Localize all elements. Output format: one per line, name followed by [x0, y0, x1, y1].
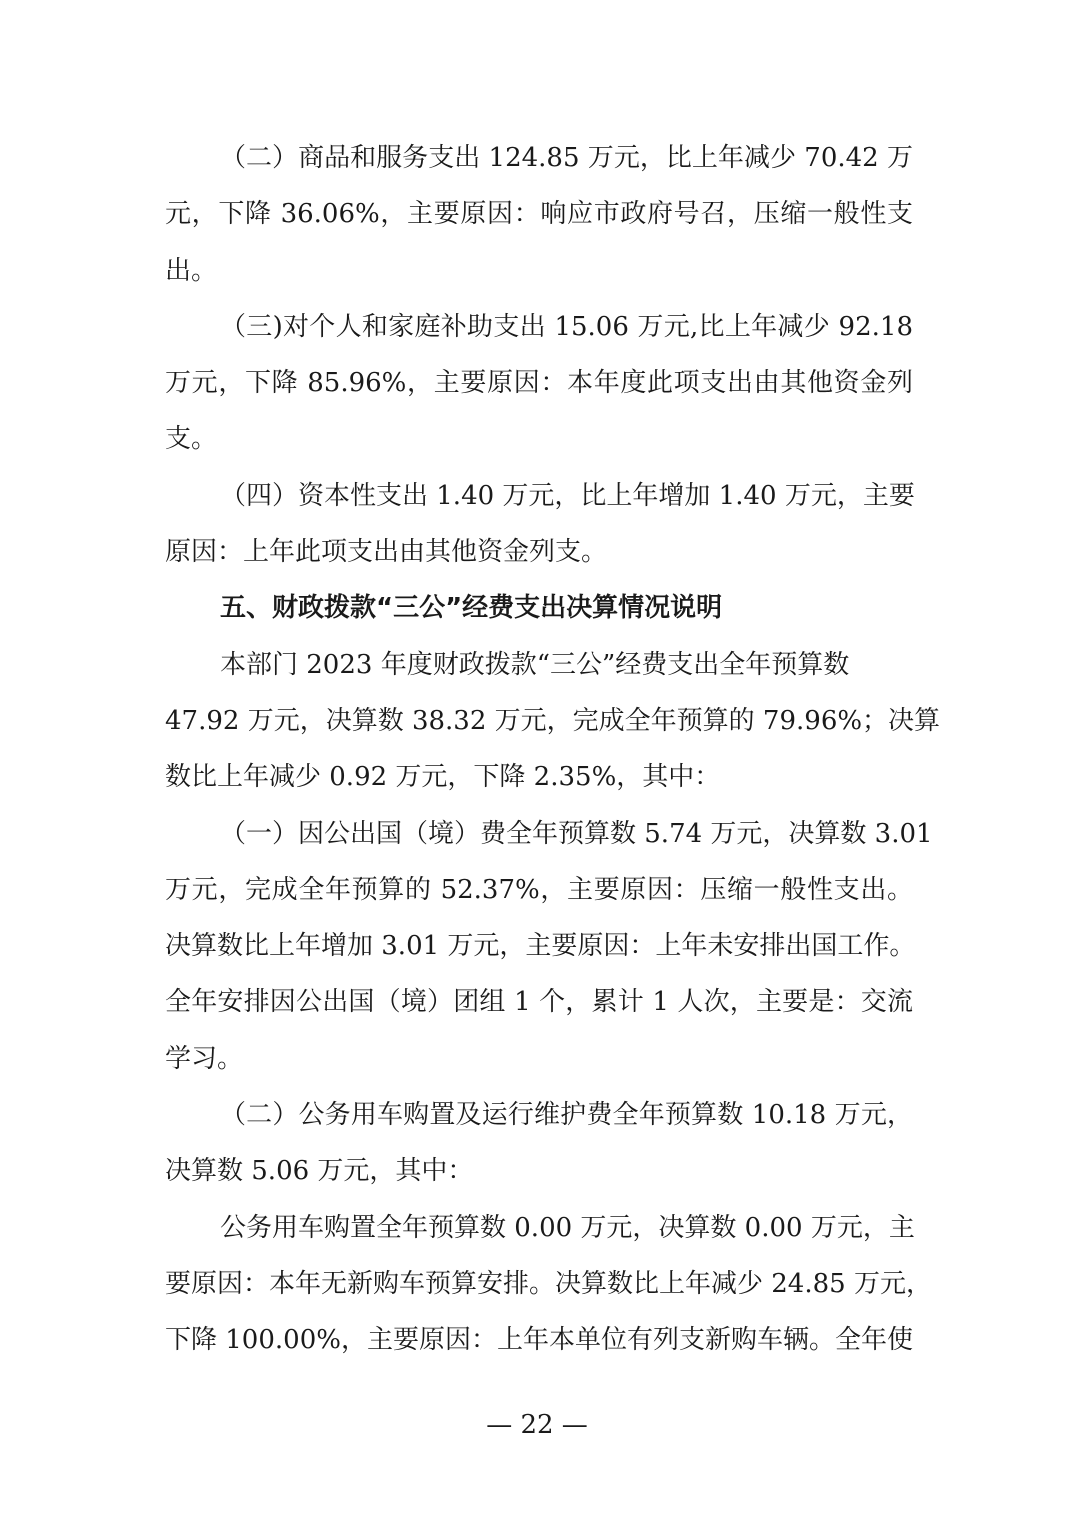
paragraph-line: 要原因：本年无新购车预算安排。决算数比上年减少 24.85 万元，: [165, 1268, 932, 1299]
paragraph-line: 决算数 5.06 万元，其中：: [165, 1156, 474, 1187]
document-body: [165, 130, 941, 1369]
paragraph-line: 全年安排因公出国（境）团组 1 个，累计 1 人次，主要是：交流: [165, 987, 913, 1018]
paragraph-line: （一）因公出国（境）费全年预算数 5.74 万元，决算数 3.01: [220, 818, 933, 849]
paragraph-line: （二）公务用车购置及运行维护费全年预算数 10.18 万元，: [220, 1100, 913, 1131]
paragraph-line: （二）商品和服务支出 124.85 万元，比上年减少 70.42 万: [220, 143, 913, 173]
paragraph-line: 万元，完成全年预算的 52.37%，主要原因：压缩一般性支出。: [165, 874, 913, 905]
paragraph-line: 47.92 万元，决算数 38.32 万元，完成全年预算的 79.96%；决算: [165, 705, 941, 736]
page-number: — 22 —: [486, 1410, 588, 1440]
paragraph-line: 原因：上年此项支出由其他资金列支。: [165, 537, 608, 568]
paragraph-line: 数比上年减少 0.92 万元，下降 2.35%，其中：: [165, 762, 721, 793]
paragraph-line: 元，下降 36.06%，主要原因：响应市政府号召，压缩一般性支: [165, 199, 913, 230]
paragraph-line: （四）资本性支出 1.40 万元，比上年增加 1.40 万元，主要: [220, 480, 915, 511]
paragraph-line: 公务用车购置全年预算数 0.00 万元，决算数 0.00 万元，主: [220, 1212, 915, 1243]
paragraph-line: 学习。: [165, 1043, 244, 1074]
paragraph-line: 出。: [165, 255, 218, 286]
paragraph-line: 万元，下降 85.96%，主要原因：本年度此项支出由其他资金列: [165, 368, 913, 399]
paragraph-line: 本部门 2023 年度财政拨款“三公”经费支出全年预算数: [220, 649, 850, 680]
paragraph-line: 决算数比上年增加 3.01 万元，主要原因：上年未安排出国工作。: [165, 931, 916, 962]
paragraph-line: （三)对个人和家庭补助支出 15.06 万元,比上年减少 92.18: [220, 311, 913, 342]
paragraph-line: 下降 100.00%，主要原因：上年本单位有列支新购车辆。全年使: [165, 1325, 913, 1356]
paragraph-line: 支。: [165, 424, 218, 455]
section-heading: 五、财政拨款“三公”经费支出决算情况说明: [220, 593, 723, 624]
